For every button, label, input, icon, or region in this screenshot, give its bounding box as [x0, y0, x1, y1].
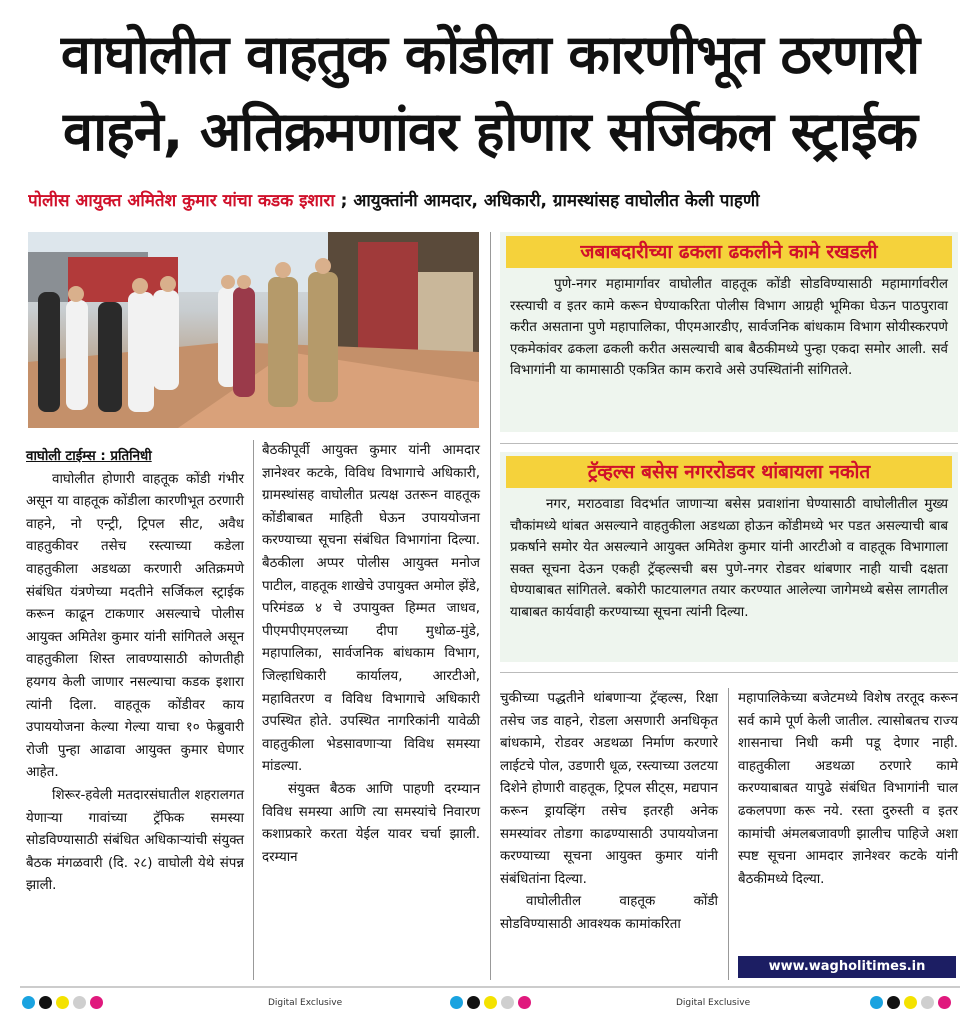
registration-dot	[22, 996, 35, 1009]
registration-dot	[90, 996, 103, 1009]
box-divider	[500, 672, 958, 673]
article-column-4	[738, 688, 958, 891]
article-paragraph: महापालिकेच्या बजेटमध्ये विशेष तरतूद करून सर्व कामे पूर्ण केली जातील. त्यासोबतच राज्य शासनाचा निधी कमी पडू देणार नाही. वाहतुकीला अडथळा ठरणारे कामे करण्याबाबत यापुढे संबंधित विभागांनी चाल ढकलपणा करू नये. रस्ता दुरुस्ती व इतर कामांची अंमलबजावणी झालीच पाहिजे अशा स्पष्ट सूचना आमदार ज्ञानेश्वर कटके यांनी बैठकीमध्ये दिल्या.	[738, 691, 958, 887]
footer-label: Digital Exclusive	[676, 998, 751, 1008]
registration-dots-left	[22, 996, 103, 1009]
registration-dot	[870, 996, 883, 1009]
article-column-2	[262, 440, 480, 869]
box-title: ट्रॅव्हल्स बसेस नगररोडवर थांबायला नकोत	[506, 456, 952, 488]
box-title: जबाबदारीच्या ढकला ढकलीने कामे रखडली	[506, 236, 952, 268]
registration-dot	[484, 996, 497, 1009]
subheadline	[28, 188, 958, 211]
article-paragraph: संयुक्त बैठक आणि पाहणी दरम्यान विविध समस्या आणि त्या समस्यांचे निवारण कशाप्रकारे करता येईल यावर चर्चा झाली. दरम्यान	[262, 781, 480, 865]
subheadline-rest: ; आयुक्तांनी आमदार, अधिकारी, ग्रामस्थांसह वाघोलीत केली पाहणी	[334, 191, 760, 211]
page-rule	[20, 986, 960, 988]
registration-dots-center	[450, 996, 531, 1009]
article-paragraph: वाघोलीतील वाहतूक कोंडी सोडविण्यासाठी आवश्यक कामांकरिता	[500, 894, 718, 932]
sidebar-box-travel-buses	[500, 452, 958, 662]
headline-line-1: वाघोलीत वाहतुक कोंडीला कारणीभूत ठरणारी	[60, 23, 920, 86]
registration-dot	[450, 996, 463, 1009]
print-footer	[0, 996, 980, 1016]
article-paragraph: बैठकीपूर्वी आयुक्त कुमार यांनी आमदार ज्ञानेश्वर कटके, विविध विभागाचे अधिकारी, ग्रामस्थांसह वाघोलीत प्रत्यक्ष उतरून वाहतूक कोंडीबाबत माहिती घेऊन उपाययोजना करण्याच्या सूचना संबंधित विभागांना दिल्या. बैठकीला अप्पर पोलीस आयुक्त मनोज पाटील, वाहतूक शाखेचे उपायुक्त अमोल झेंडे, परिमंडळ ४ चे उपायुक्त हिम्मत जाधव, पीएमपीएमएलच्या दीपा मुधोळ-मुंडे, महापालिका, सार्वजनिक बांधकाम विभाग, जिल्हाधिकारी कार्यालय, आरटीओ, महावितरण व विविध विभागाचे अधिकारी उपस्थित होते. उपस्थित नागरिकांनी यावेळी वाहतुकीला भेडसावणाऱ्या विविध समस्या मांडल्या.	[262, 443, 480, 775]
box-divider	[500, 443, 958, 444]
sidebar-box-responsibility	[500, 232, 958, 432]
article-column-3	[500, 688, 718, 937]
registration-dot	[904, 996, 917, 1009]
box-text: नगर, मराठवाडा विदर्भात जाणाऱ्या बसेस प्रवाशांना घेण्यासाठी वाघोलीतील मुख्य चौकांमध्ये थांबत असल्याने वाहतुकीला अडथळा होऊन कोंडीमध्ये भर पडत असल्याची बाब प्रकर्षाने समोर येत असल्याने आयुक्त अमितेश कुमार यांनी आरटीओ व वाहतूक विभागाला सक्त सूचना देऊन एकही ट्रॅव्हल्सची बस पुणे-नगर रोडवर थांबणार नाही याची दक्षता घेण्याबाबत सांगितले. बकोरी फाटयालगत तयार करण्यात आलेल्या जागेमध्ये बसेस लागतील याबाबत कार्यवाही करण्याच्या सूचना त्यांनी दिल्या.	[510, 497, 948, 620]
registration-dot	[56, 996, 69, 1009]
registration-dot	[501, 996, 514, 1009]
article-column-1	[26, 446, 244, 898]
column-divider	[490, 232, 491, 980]
box-text: पुणे-नगर महामार्गावर वाघोलीत वाहतूक कोंडी सोडविण्यासाठी महामार्गावरील रस्त्याची व इतर कामे करून घेण्याकरिता पोलीस विभाग आग्रही भूमिका घेऊन पाठपुरावा करीत असताना पुणे महापालिका, पीएमआरडीए, सार्वजनिक बांधकाम विभाग सोयीस्करपणे एकमेकांवर ढकला ढकली करीत असल्याची बाब बैठकीमध्ये पुन्हा एकदा समोर आली. सर्व विभागांनी या कामासाठी एकत्रित काम करावे असे उपस्थितांनी सांगितले.	[510, 277, 948, 378]
registration-dot	[921, 996, 934, 1009]
registration-dot	[467, 996, 480, 1009]
registration-dot	[39, 996, 52, 1009]
byline: वाघोली टाईम्स : प्रतिनिधी	[26, 449, 152, 464]
registration-dot	[938, 996, 951, 1009]
article-paragraph: चुकीच्या पद्धतीने थांबणाऱ्या ट्रॅव्हल्स, रिक्षा तसेच जड वाहने, रोडला असणारी अनधिकृत बांधकामे, रोडवर अडथळा निर्माण करणारे लाईटचे पोल, उडणारी धूळ, रस्त्याच्या उलटया दिशेने होणारी वाहतूक, ट्रिपल सीट्स, मद्यपान करून ड्रायव्हिंग तसेच इतरही अनेक समस्यांवर तोडगा काढण्यासाठी उपाययोजना करण्याच्या सूचना आयुक्त कुमार यांनी संबंधितांना दिल्या.	[500, 691, 718, 887]
website-banner: www.wagholitimes.in	[738, 956, 956, 978]
registration-dot	[518, 996, 531, 1009]
footer-label: Digital Exclusive	[268, 998, 343, 1008]
article-paragraph: वाघोलीत होणारी वाहतूक कोंडी गंभीर असून या वाहतूक कोंडीला कारणीभूत ठरणारी वाहने, नो एन्ट्री, ट्रिपल सीट, अवैध वाहतुकीवर तसेच रस्त्याच्या कडेला वाहतुकीला अडथळा करणारी अतिक्रमणे संबंधित यंत्रणेच्या मदतीने सर्जिकल स्ट्राईक करून काढून टाकणार असल्याचे पोलीस आयुक्त अमितेश कुमार यांनी सांगितले असून वाहतुकीला शिस्त लावण्यासाठी कोणतीही हयगय केली जाणार नसल्याचा कडक इशारा त्यांनी दिला. वाहतूक कोंडीवर काय उपाययोजना केल्या गेल्या याचा १० फेब्रुवारी रोजी पुन्हा आढावा आयुक्त कुमार घेणार आहेत.	[26, 471, 244, 781]
registration-dots-right	[870, 996, 951, 1009]
article-paragraph: शिरूर-हवेली मतदारसंघातील शहरालगत येणाऱ्या गावांच्या ट्रॅफिक समस्या सोडविण्यासाठी संबंधित अधिकाऱ्यांची संयुक्त बैठक मंगळवारी (दि. २८) वाघोली येथे संपन्न झाली.	[26, 787, 244, 894]
column-divider	[253, 440, 254, 980]
column-divider	[728, 688, 729, 980]
registration-dot	[887, 996, 900, 1009]
news-photo	[28, 232, 479, 428]
subheadline-highlight: पोलीस आयुक्त अमितेश कुमार यांचा कडक इशारा	[28, 191, 335, 211]
registration-dot	[73, 996, 86, 1009]
street-inspection-photo	[28, 232, 479, 428]
headline-line-2: वाहने, अतिक्रमणांवर होणार सर्जिकल स्ट्राईक	[63, 100, 917, 163]
